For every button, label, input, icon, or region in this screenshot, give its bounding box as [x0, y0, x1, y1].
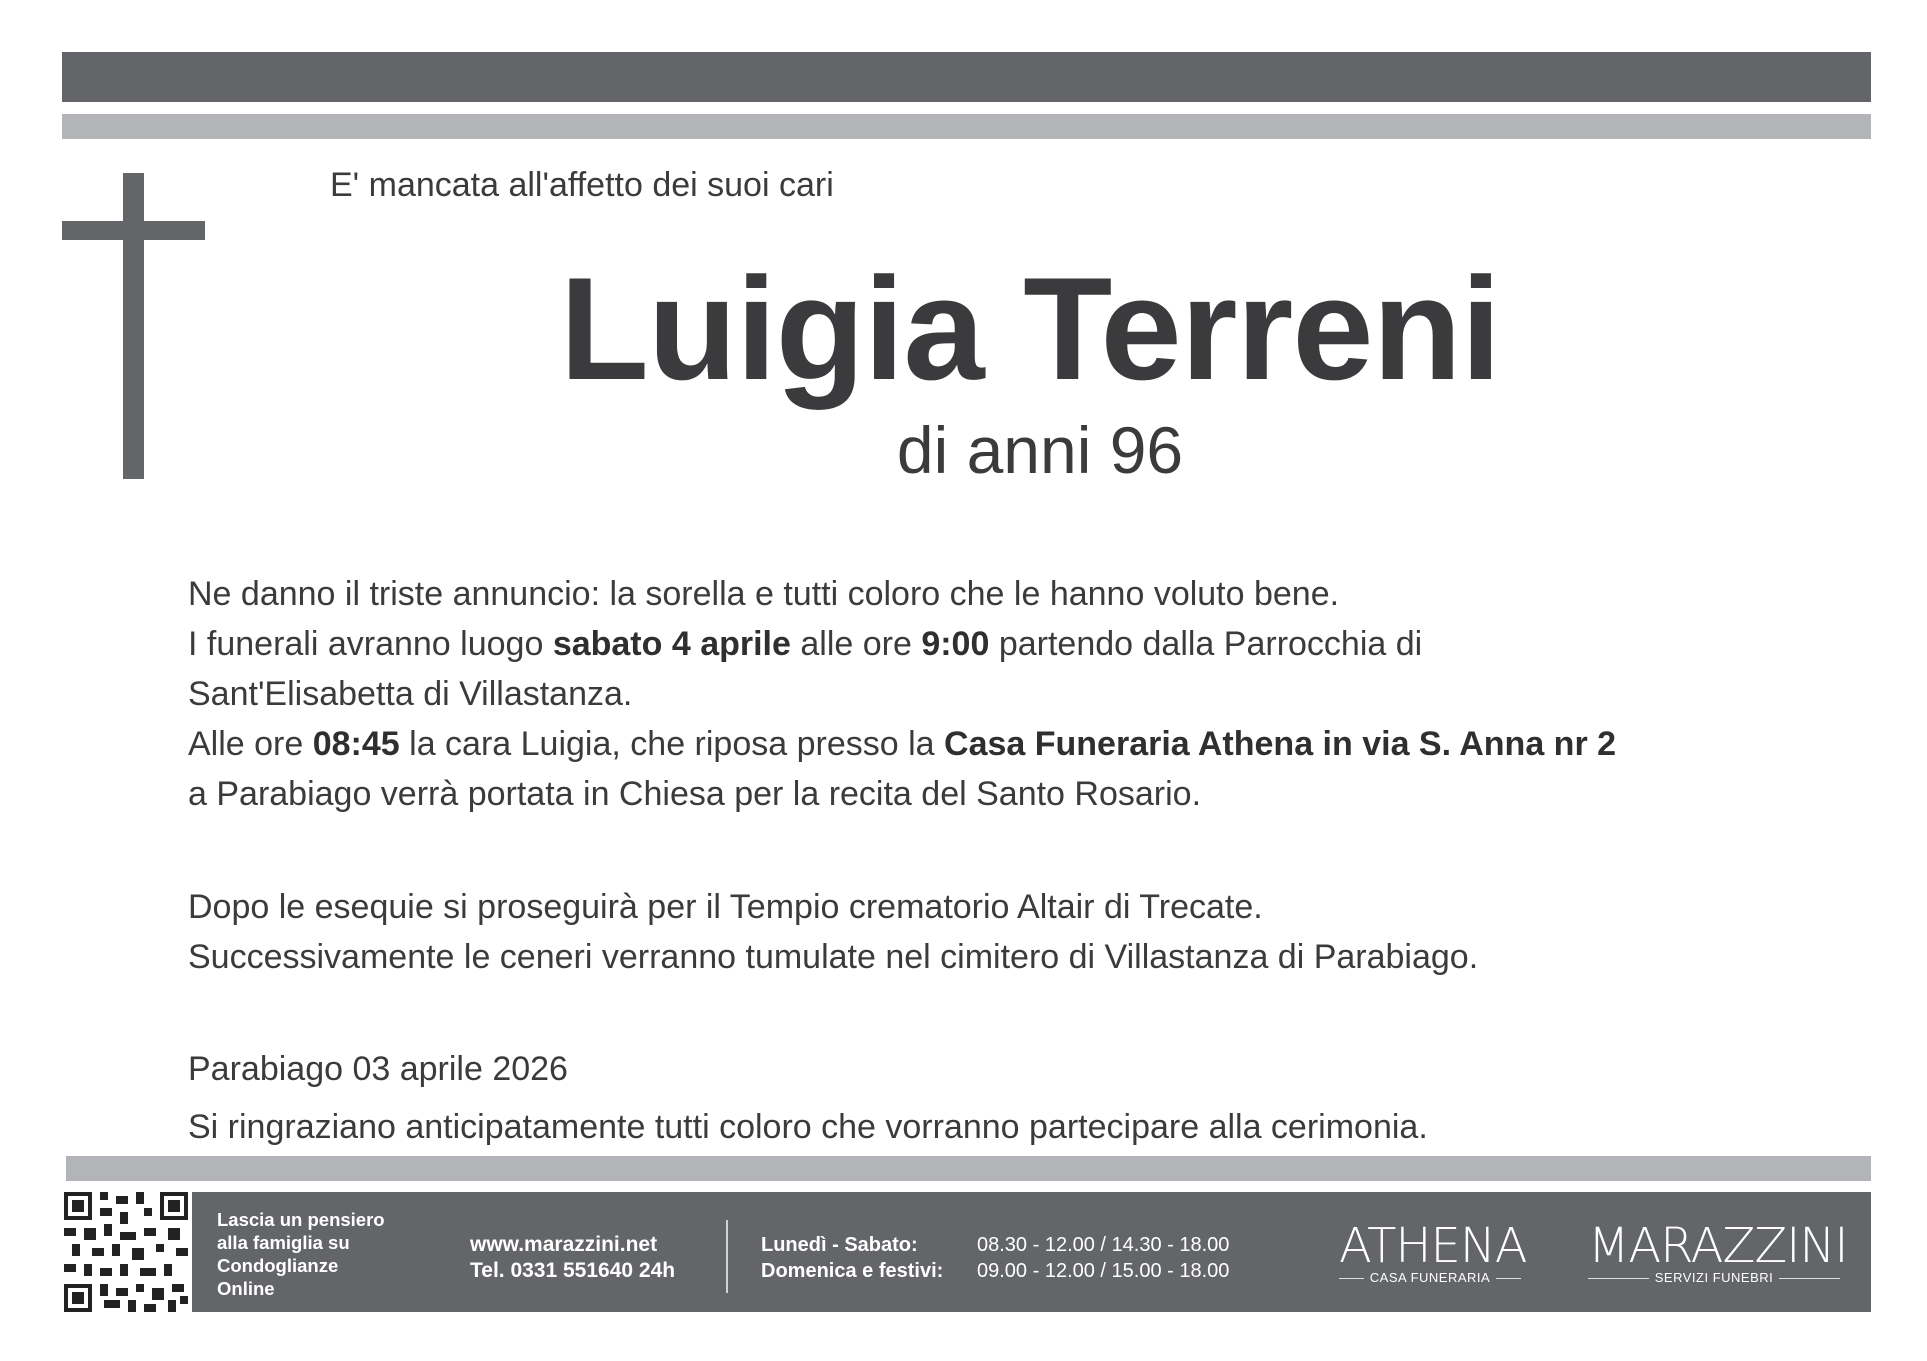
qr-code-icon[interactable] — [64, 1192, 188, 1312]
after-line: Successivamente le ceneri verranno tumulate nel cimitero di Villastanza di Parabiago. — [188, 938, 1479, 976]
announcement-line — [188, 719, 1868, 769]
announcement-paragraph — [188, 569, 1868, 819]
announcement-line — [188, 619, 1868, 669]
hours-labels — [761, 1232, 943, 1284]
cross-icon-horizontal — [62, 221, 205, 240]
text-span: la cara Luigia, che riposa presso la — [399, 725, 945, 763]
logo-rule — [1496, 1278, 1521, 1279]
hours-value: 08.30 - 12.00 / 14.30 - 18.00 — [977, 1234, 1230, 1256]
logo-rule — [1779, 1278, 1840, 1279]
text-span: I funerali avranno luogo — [188, 625, 553, 663]
announcement-line: Sant'Elisabetta di Villastanza. — [188, 675, 633, 713]
footer-divider — [726, 1220, 728, 1293]
hours-label: Domenica e festivi: — [761, 1260, 944, 1282]
after-paragraph — [188, 882, 1868, 982]
message-line: Lascia un pensiero — [217, 1209, 385, 1230]
message-line: Condoglianze — [217, 1255, 339, 1276]
place-date: Parabiago 03 aprile 2026 — [188, 1050, 568, 1088]
funeral-time: 9:00 — [921, 625, 990, 663]
text-span: Alle ore — [188, 725, 313, 763]
condolences-message[interactable] — [217, 1208, 385, 1300]
contact-info — [470, 1232, 675, 1284]
hours-values — [977, 1232, 1229, 1284]
top-dark-band — [62, 52, 1871, 102]
marazzini-logo-name: MARAZZINI — [1588, 1218, 1848, 1274]
hours-value: 09.00 - 12.00 / 15.00 - 18.00 — [977, 1260, 1230, 1282]
athena-logo-name: ATHENA — [1339, 1218, 1527, 1274]
message-line: Online — [217, 1278, 275, 1299]
text-span: partendo dalla Parrocchia di — [989, 625, 1423, 663]
logo-rule — [1339, 1278, 1364, 1279]
marazzini-subtitle: SERVIZI FUNEBRI — [1654, 1270, 1774, 1285]
deceased-name: Luigia Terreni — [559, 247, 1501, 410]
funeral-date: sabato 4 aprile — [552, 625, 791, 663]
top-light-band — [62, 114, 1871, 139]
phone-number[interactable]: Tel. 0331 551640 24h — [470, 1259, 676, 1282]
intro-text: E' mancata all'affetto dei suoi cari — [330, 166, 834, 204]
marazzini-logo — [1588, 1218, 1848, 1286]
funeral-home-address: Casa Funeraria Athena in via S. Anna nr 2 — [944, 725, 1617, 763]
website-link[interactable]: www.marazzini.net — [470, 1233, 658, 1256]
rosary-time: 08:45 — [312, 725, 400, 763]
hours-label: Lunedì - Sabato: — [761, 1234, 918, 1256]
thanks-line: Si ringraziano anticipatamente tutti coloro che vorranno partecipare alla cerimonia. — [188, 1108, 1428, 1146]
athena-logo — [1339, 1218, 1527, 1286]
after-line: Dopo le esequie si proseguirà per il Tempio crematorio Altair di Trecate. — [188, 888, 1263, 926]
logo-rule — [1588, 1278, 1649, 1279]
announcement-line: a Parabiago verrà portata in Chiesa per la recita del Santo Rosario. — [188, 775, 1202, 813]
closing-paragraph — [188, 1040, 1868, 1156]
announcement-line: Ne danno il triste annuncio: la sorella e tutti coloro che le hanno voluto bene. — [188, 575, 1340, 613]
text-span: alle ore — [790, 625, 922, 663]
message-line: alla famiglia su — [217, 1232, 350, 1253]
athena-subtitle: CASA FUNERARIA — [1369, 1270, 1491, 1285]
deceased-age: di anni 96 — [896, 413, 1184, 487]
bottom-light-band — [66, 1156, 1871, 1181]
